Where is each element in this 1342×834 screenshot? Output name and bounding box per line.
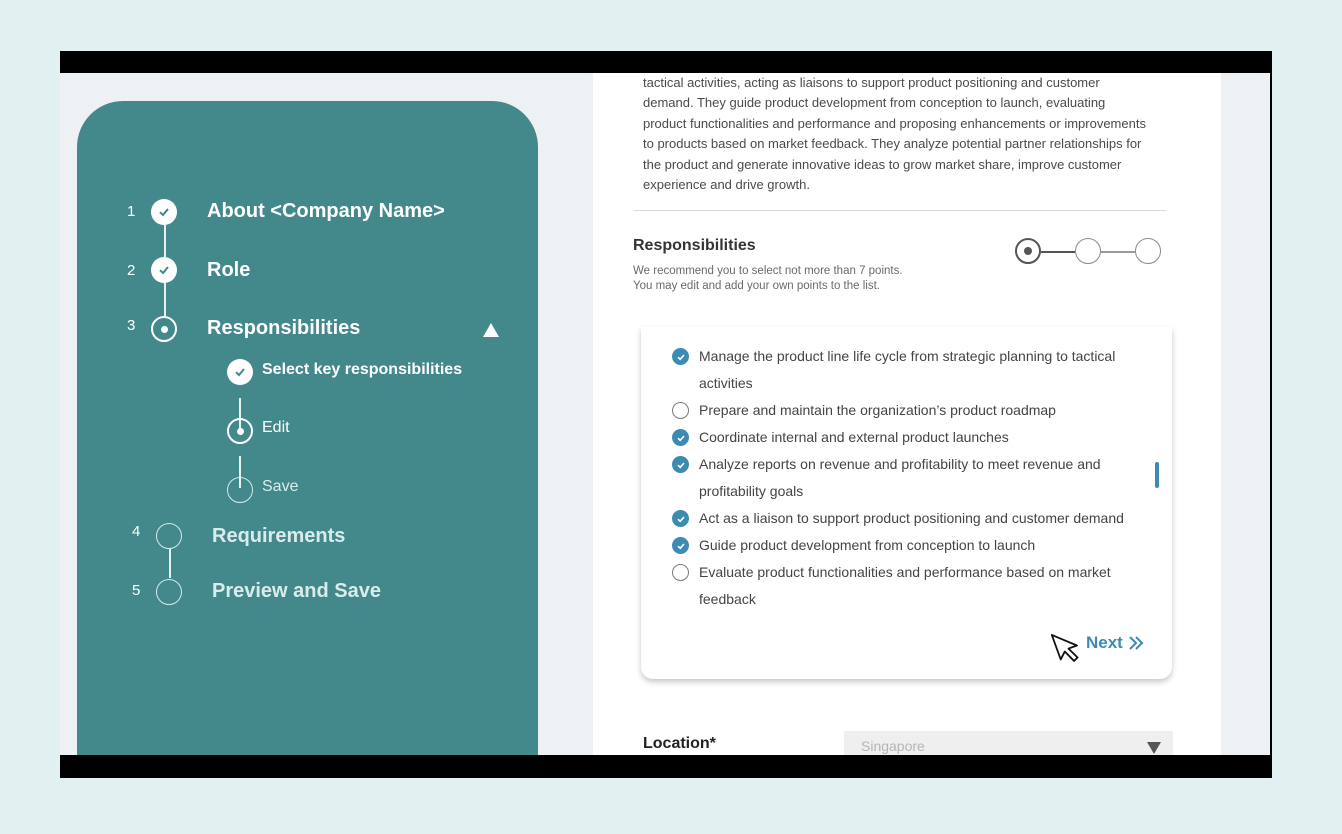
step-done-check-icon	[151, 257, 177, 283]
progress-connector	[1101, 251, 1135, 253]
step-pending-icon	[156, 523, 182, 549]
item-text: Act as a liaison to support product positioning and customer demand	[699, 510, 1124, 526]
responsibilities-title: Responsibilities	[633, 237, 756, 254]
substep-active-icon	[227, 418, 253, 444]
step-done-check-icon	[151, 199, 177, 225]
step-number: 3	[127, 317, 136, 334]
location-label: Location*	[643, 735, 716, 752]
substep-edit[interactable]: Edit	[262, 419, 290, 436]
substep-save[interactable]: Save	[262, 478, 299, 495]
item-text: Evaluate product functionalities and performance based on market feedback	[699, 564, 1111, 607]
step-preview-and-save[interactable]: Preview and Save	[212, 580, 381, 602]
step-number: 1	[127, 203, 136, 220]
checked-icon[interactable]	[672, 510, 689, 527]
step-about-company[interactable]: About <Company Name>	[207, 200, 445, 222]
mouse-cursor-icon	[1049, 628, 1089, 672]
progress-connector	[1041, 251, 1075, 253]
stepper-connector	[164, 283, 166, 316]
item-text: Prepare and maintain the organization’s product roadmap	[699, 402, 1056, 418]
location-select[interactable]	[844, 731, 1173, 755]
responsibilities-list	[641, 327, 1172, 679]
stepper-connector	[169, 549, 171, 578]
substep-done-check-icon	[227, 359, 253, 385]
app-screen	[60, 73, 1270, 755]
progress-step-current-icon	[1015, 238, 1041, 264]
step-number: 4	[132, 523, 141, 540]
step-role[interactable]: Role	[207, 259, 251, 281]
checked-icon[interactable]	[672, 429, 689, 446]
item-text: Coordinate internal and external product launches	[699, 429, 1009, 445]
progress-step-icon	[1075, 238, 1101, 264]
item-text: Manage the product line life cycle from strategic planning to tactical activities	[699, 348, 1116, 391]
hint-line: You may edit and add your own points to the list.	[633, 280, 880, 292]
item-text: Analyze reports on revenue and profitability to meet revenue and profitability goals	[699, 456, 1101, 499]
substep-progress	[1015, 237, 1161, 267]
next-label: Next	[1086, 633, 1123, 652]
step-requirements[interactable]: Requirements	[212, 525, 346, 547]
section-divider	[634, 210, 1166, 211]
checked-icon[interactable]	[672, 537, 689, 554]
item-text: Guide product development from conception to launch	[699, 537, 1036, 553]
role-description-text: tactical activities, acting as liaisons to support product positioning and customer demand. They guide product development from conception to launch, evaluating product functionalities and performance and proposing enhancements or improvements to products based on market feedback. They analyze potential partner relationships for the product and generate innovative ideas to grow market share, improve customer experience and drive growth.	[643, 75, 1146, 193]
step-number: 2	[127, 262, 136, 279]
responsibilities-hint	[633, 264, 903, 294]
step-active-icon	[151, 316, 177, 342]
caret-up-icon[interactable]	[483, 323, 499, 337]
step-number: 5	[132, 582, 141, 599]
unchecked-icon[interactable]	[672, 564, 689, 581]
substep-pending-icon	[227, 477, 253, 503]
dropdown-arrow-icon[interactable]	[1147, 742, 1161, 754]
unchecked-icon[interactable]	[672, 402, 689, 419]
scrollbar-thumb[interactable]	[1155, 462, 1159, 488]
checked-icon[interactable]	[672, 348, 689, 365]
stepper-connector	[164, 225, 166, 257]
main-content	[593, 73, 1221, 755]
hint-line: We recommend you to select not more than 7 points.	[633, 265, 903, 277]
stepper-sidebar	[77, 101, 538, 755]
substep-select-key-responsibilities[interactable]: Select key responsibilities	[262, 361, 463, 378]
double-chevron-right-icon	[1127, 635, 1145, 651]
progress-step-icon	[1135, 238, 1161, 264]
location-value: Singapore	[861, 738, 925, 754]
step-responsibilities[interactable]: Responsibilities	[207, 317, 361, 339]
step-pending-icon	[156, 579, 182, 605]
next-button[interactable]	[1086, 633, 1145, 653]
checked-icon[interactable]	[672, 456, 689, 473]
